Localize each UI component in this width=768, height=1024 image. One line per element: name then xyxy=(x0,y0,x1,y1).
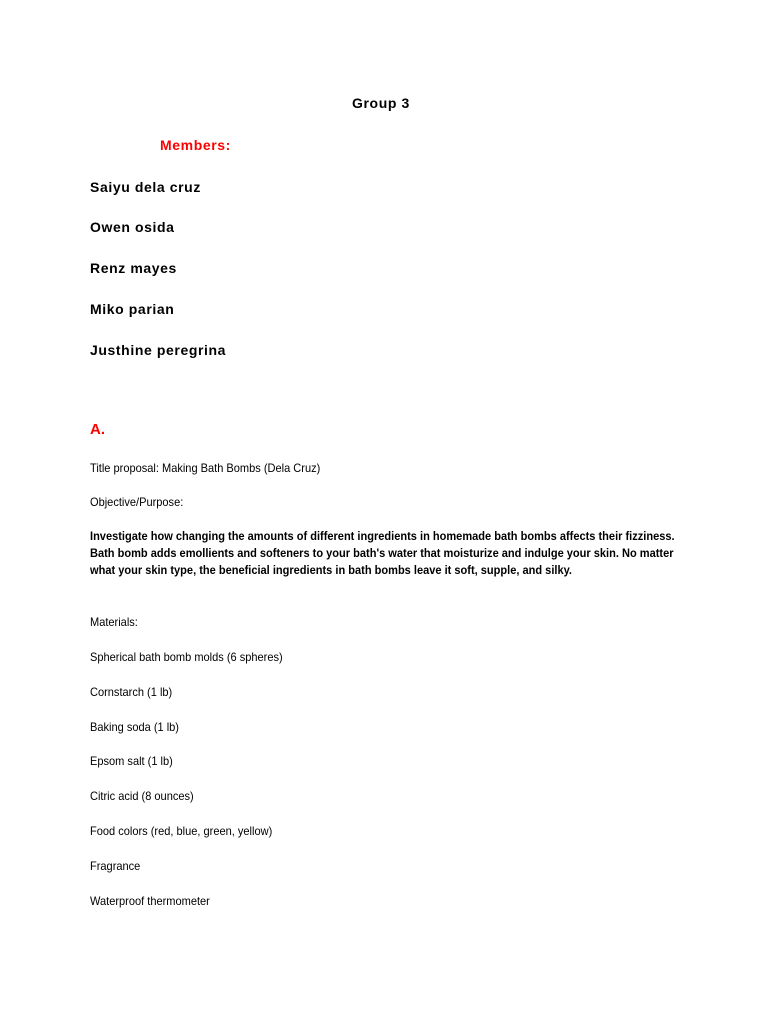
materials-label: Materials: xyxy=(90,615,138,629)
material-item: Cornstarch (1 lb) xyxy=(90,685,173,699)
material-item: Spherical bath bomb molds (6 spheres) xyxy=(90,650,283,664)
member-name: Saiyu dela cruz xyxy=(90,179,201,195)
material-item: Waterproof thermometer xyxy=(90,894,210,908)
members-label: Members: xyxy=(160,137,231,153)
member-name: Miko parian xyxy=(90,301,175,317)
material-item: Citric acid (8 ounces) xyxy=(90,789,194,803)
objective-label: Objective/Purpose: xyxy=(90,495,184,509)
objective-paragraph: Investigate how changing the amounts of different ingredients in homemade bath bombs affects their fizziness. Bath bomb adds emollients and softeners to your bath's water that moisturize and indulge your skin. No matter what your skin type, the beneficial ingredients in bath bombs leave it soft, supple, and silky. xyxy=(90,529,675,577)
material-item: Food colors (red, blue, green, yellow) xyxy=(90,824,273,838)
member-name: Renz mayes xyxy=(90,260,177,276)
material-item: Baking soda (1 lb) xyxy=(90,720,179,734)
section-letter: A. xyxy=(90,421,105,438)
member-name: Owen osida xyxy=(90,219,175,235)
document-title: Group 3 xyxy=(352,95,410,111)
title-proposal: Title proposal: Making Bath Bombs (Dela Cruz) xyxy=(90,461,321,475)
material-item: Epsom salt (1 lb) xyxy=(90,754,173,768)
member-name: Justhine peregrina xyxy=(90,342,227,358)
material-item: Fragrance xyxy=(90,859,141,873)
